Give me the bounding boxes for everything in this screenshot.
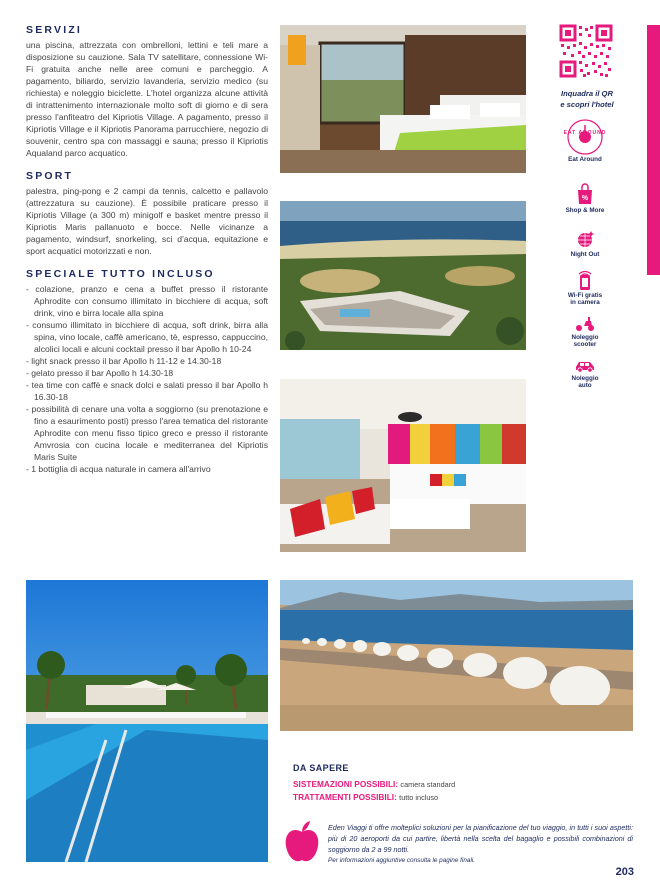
list-item: - colazione, pranzo e cena a buffet presso il ristorante Aphrodite con consumo illimitato in bicchiere di acqua, soft drink, vino e birra locale alla spina [26,284,268,318]
qr-caption-line-2: e scopri l'hotel [560,100,614,109]
apple-logo-icon [284,820,320,864]
qr-caption [548,88,626,110]
qr-code[interactable] [559,24,613,78]
list-item: - light snack presso il bar Apollo h 11-12 e 14.30-18 [26,356,222,366]
section-edge-tab [647,25,660,275]
shop-more-item [555,183,615,214]
da-sapere-box [293,763,593,804]
scooter-label-line-1: Noleggio [571,334,599,341]
car-icon [574,359,596,373]
disco-ball-icon [575,229,595,249]
section-title-servizi: SERVIZI [26,24,83,36]
eat-around-label: Eat Around [568,156,602,163]
photo-lounge [280,379,526,552]
footer-note-small: Per informazioni aggiuntive consulta le pagine finali. [328,857,476,864]
trattamenti-value: tutto incluso [399,793,439,802]
scooter-item [555,316,615,348]
wifi-label-line-1: Wi-Fi gratis [567,292,603,299]
list-item: - consumo illimitato in bicchiere di acqua, soft drink, birra alla spina, vino locale, caffè americano, tè, espresso, cappuccino, alcolici locali e alcuni cocktail presso il bar Apollo h 10-24 [26,320,268,354]
shopping-bag-icon [575,183,595,205]
trattamenti-label: TRATTAMENTI POSSIBILI: [293,792,397,802]
scooter-label-line-2: scooter [573,341,597,348]
svg-text:%: % [581,195,589,202]
servizi-text: una piscina, attrezzata con ombrelloni, lettini e teli mare a disposizione su cauzione. Sala TV satellitare, connessione Wi-Fi gratuita anche nelle aree comuni e parcheggio. A pagamento, biliardo, servizio lavanderia, servizio medico (su richiesta) e noleggio biciclette. L'hotel organizza alcune attività di intrattenimento internazionale molto soft di giorno e di sera presso l'anfiteatro del Kipriotis Village. A pagamento, presso il Kipriotis Village e il Kipriotis Panorama parrucchiere, negozio di souvenir, centro spa con massaggi e sauna; presso il Kipriotis Aqualand parco acquatico. [26,40,268,158]
list-item: - 1 bottiglia di acqua naturale in camera all'arrivo [26,464,211,474]
wifi-label [555,292,615,306]
footer-note [328,822,633,865]
text-column [26,24,268,475]
da-sapere-title: DA SAPERE [293,763,349,773]
night-out-item [555,229,615,258]
photo-beach [280,580,633,731]
wifi-phone-icon [576,270,594,290]
sport-text: palestra, ping-pong e 2 campi da tennis, calcetto e pallavolo (attrezzatura su cauzione). È possibile praticare presso il Kipriotis Village (a 300 m) minigolf e basket mentre presso il Kipriotis Maris pallanuoto e bocce. Nelle vicinanze a pagamento, windsurf, snorkeling, sci d'acqua, equitazione e sport acquatici motorizzati e non. [26,186,268,256]
car-item [555,359,615,389]
section-title-speciale: SPECIALE TUTTO INCLUSO [26,268,215,280]
trattamenti-row [293,791,593,804]
list-item: - possibilità di cenare una volta a soggiorno (su prenotazione e fino a esaurimento posti) presso l'area tematica del ristorante Aphrodite con menu fisso tipico greco e presso il ristorante Amvrosia con cucina locale e mediterranea del Kipriotis Maris Suite [26,404,268,462]
photo-pool [26,580,268,862]
eat-around-badge-icon [565,117,605,157]
scooter-label [555,334,615,348]
sistemazioni-label: SISTEMAZIONI POSSIBILI: [293,779,399,789]
night-out-label: Night Out [570,251,600,258]
photo-hotel-room [280,25,526,173]
photo-aerial-resort [280,201,526,350]
list-item: - gelato presso il bar Apollo h 14.30-18 [26,368,174,378]
shop-more-label: Shop & More [565,207,605,214]
car-label-line-1: Noleggio [571,375,599,382]
page-number: 203 [615,866,634,878]
list-item: - tea time con caffè e snack dolci e salati presso il bar Apollo h 16.30-18 [26,380,268,402]
car-label [555,375,615,389]
eat-around-item [555,117,615,163]
wifi-item [555,270,615,306]
qr-caption-line-1: Inquadra il QR [561,89,613,98]
car-label-line-2: auto [578,382,592,389]
footer-note-text: Eden Viaggi ti offre molteplici soluzioni per la pianificazione del tuo viaggio, in tutti i suoi aspetti: più di 20 aeroporti da cui partire, libertà nella scelta del bagaglio e possibili combinazioni di soggiorno da 2 a 99 notti. [328,823,633,854]
all-inclusive-list [26,283,268,475]
sistemazioni-row [293,778,593,791]
scooter-icon [574,316,596,332]
wifi-label-line-2: in camera [570,299,600,306]
eat-around-badge-text: EAT AROUND [563,130,607,136]
section-title-sport: SPORT [26,170,74,182]
sistemazioni-value: camera standard [400,780,456,789]
